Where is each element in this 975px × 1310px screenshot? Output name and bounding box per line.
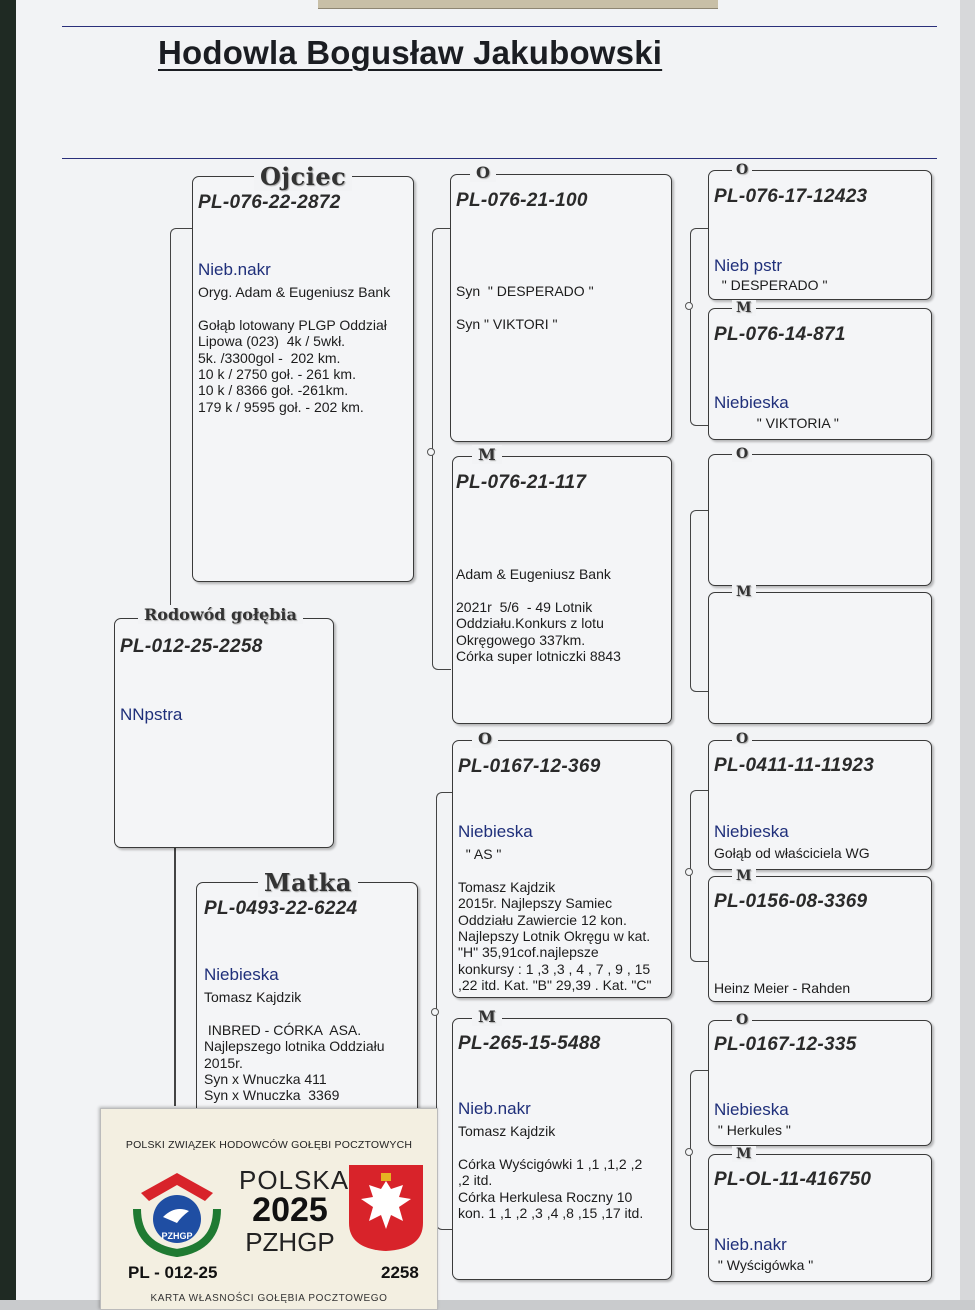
connector-node [427, 448, 435, 456]
card-ring-number: 2258 [381, 1263, 419, 1282]
fm-label: M [472, 445, 502, 464]
board-frame [0, 0, 16, 1300]
mother-notes: Tomasz Kajdzik INBRED - CÓRKA ASA. Najlepszego lotnika Oddziału 2015r. Syn x Wnuczka 411 Syn x Wnuczka 3369 [204, 989, 385, 1104]
ff-ring: PL-076-21-100 [456, 190, 588, 211]
connector-ff-parents [690, 228, 709, 426]
mf-label: O [472, 729, 498, 748]
card-org: PZHGP [245, 1227, 335, 1257]
mff-label: O [732, 731, 752, 747]
subject-ring: PL-012-25-2258 [120, 636, 263, 657]
mm-label: M [472, 1007, 502, 1026]
mmf-notes: " Herkules " [714, 1122, 791, 1138]
fm-notes: Adam & Eugeniusz Bank 2021r 5/6 - 49 Lotnik Oddziału.Konkurs z lotu Okręgowego 337km. Córka super lotniczki 8843 [456, 566, 621, 665]
fff-notes: " DESPERADO " [714, 277, 828, 293]
polish-eagle-icon [347, 1163, 425, 1253]
connector-mf-parents [690, 790, 709, 962]
connector-node [685, 302, 693, 310]
connector-node [431, 1008, 439, 1016]
pzhgp-emblem-icon [131, 1165, 223, 1257]
top-rule [62, 26, 937, 27]
card-footer: KARTA WŁASNOŚCI GOŁĘBIA POCZTOWEGO [150, 1293, 388, 1304]
mmm-ring: PL-OL-11-416750 [714, 1169, 872, 1190]
mmf-color: Niebieska [714, 1100, 789, 1119]
mother-color: Niebieska [204, 965, 279, 984]
father-notes: Oryg. Adam & Eugeniusz Bank Gołąb lotowany PLGP Oddział Lipowa (023) 4k / 5wkł. 5k. /3300gol - 202 km. 10 k / 2750 goł. - 261 km. 10 k / 8366 goł. -261km. 179 k / 9595 goł. - 202 km. [198, 284, 391, 415]
mmf-ring: PL-0167-12-335 [714, 1034, 857, 1055]
subject-color: NNpstra [120, 705, 183, 724]
sheet-edge [960, 0, 975, 1300]
fff-color: Nieb pstr [714, 256, 783, 275]
fmm-box [708, 592, 932, 724]
connector-fm-parents [690, 510, 709, 692]
card-country: POLSKA [239, 1165, 350, 1195]
mm-notes: Tomasz Kajdzik Córka Wyścigówki 1 ,1 ,1,2 ,2 ,2 itd. Córka Herkulesa Roczny 10 kon. 1 ,1 ,2 ,3 ,4 ,8 ,15 ,17 itd. [458, 1123, 644, 1222]
card-ring-prefix: PL - 012-25 [128, 1263, 218, 1282]
mmm-label: M [732, 1146, 756, 1162]
card-header: POLSKI ZWIĄZEK HODOWCÓW GOŁĘBI POCZTOWYCH [125, 1139, 413, 1151]
card-year: 2025 [252, 1191, 328, 1229]
connector-node [685, 1148, 693, 1156]
father-ring: PL-076-22-2872 [198, 192, 341, 213]
mff-ring: PL-0411-11-11923 [714, 755, 875, 776]
ffm-notes: " VIKTORIA " [714, 415, 839, 431]
father-label: Ojciec [254, 162, 352, 191]
connector-mother [174, 846, 176, 1106]
mff-color: Niebieska [714, 822, 789, 841]
emblem-text: PZHGP [161, 1231, 193, 1241]
page-title: Hodowla Bogusław Jakubowski [158, 34, 663, 71]
top-tab [318, 0, 718, 9]
mfm-notes: Heinz Meier - Rahden [714, 980, 851, 996]
mfm-label: M [732, 868, 756, 884]
mm-color: Nieb.nakr [458, 1099, 531, 1118]
ff-notes: Syn " DESPERADO " Syn " VIKTORI " [456, 283, 594, 332]
mmm-notes: " Wyścigówka " [714, 1257, 814, 1273]
connector-father-parents [432, 228, 451, 670]
ff-label: O [470, 163, 496, 182]
mff-notes: Gołąb od właściciela WG [714, 845, 870, 861]
connector-node [685, 868, 693, 876]
ownership-card [100, 1108, 438, 1310]
ffm-ring: PL-076-14-871 [714, 324, 846, 345]
header-rule [62, 158, 937, 159]
mmf-label: O [732, 1012, 752, 1028]
fm-ring: PL-076-21-117 [456, 472, 587, 493]
mfm-ring: PL-0156-08-3369 [714, 891, 868, 912]
ffm-label: M [732, 300, 756, 316]
fmf-label: O [732, 446, 752, 462]
fmf-box [708, 454, 932, 586]
mf-notes: " AS " Tomasz Kajdzik 2015r. Najlepszy Samiec Oddziału Zawiercie 12 kon. Najlepszy Lotnik Okręgu w kat. "H" 35,91cof.najlepsze konkursy : 1 ,3 ,3 , 4 , 7 , 9 , 15 ,22 itd. Kat. "B" 29,39 . Kat. "C" [458, 846, 652, 994]
mf-color: Niebieska [458, 822, 533, 841]
mmm-color: Nieb.nakr [714, 1235, 787, 1254]
mf-ring: PL-0167-12-369 [458, 756, 601, 777]
fff-ring: PL-076-17-12423 [714, 186, 868, 207]
fff-label: O [732, 162, 752, 178]
fmm-label: M [732, 584, 756, 600]
subject-label: Rodowód gołębia [138, 605, 303, 624]
father-color: Nieb.nakr [198, 260, 271, 279]
connector-father [170, 228, 193, 622]
mother-label: Matka [258, 868, 358, 897]
mm-ring: PL-265-15-5488 [458, 1033, 601, 1054]
mother-ring: PL-0493-22-6224 [204, 898, 358, 919]
ffm-color: Niebieska [714, 393, 789, 412]
